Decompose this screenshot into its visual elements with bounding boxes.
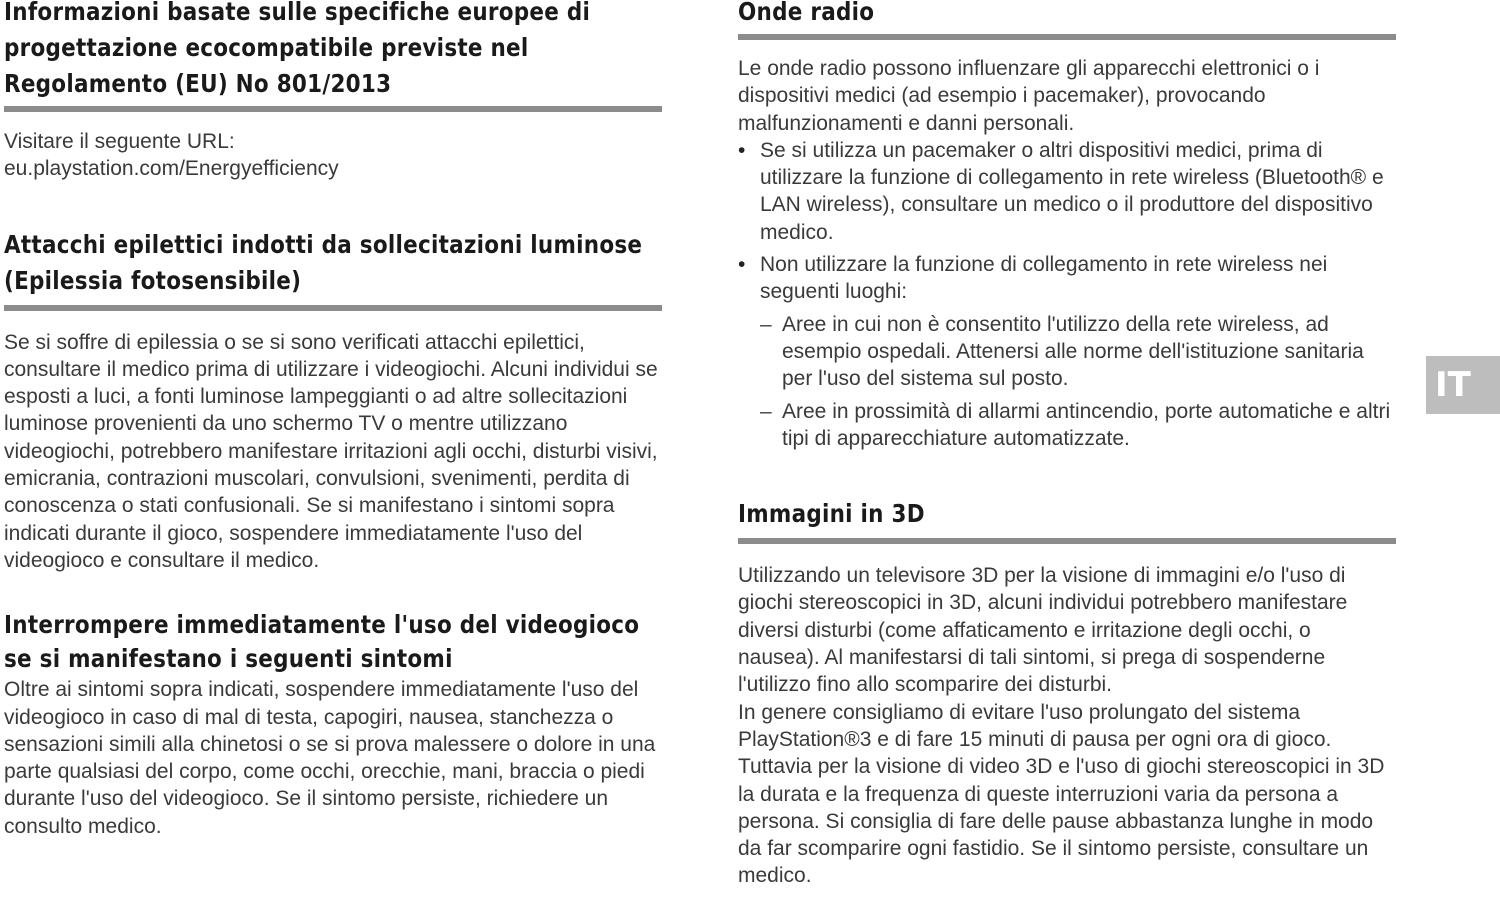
3d-paragraph-1: Utilizzando un televisore 3D per la visione di immagini e/o l'uso di giochi stereoscopici in 3D, alcuni individui potrebbero manifestare diversi disturbi (come affaticamento e irritazione degli occhi, o nausea). Al manifestarsi di tali sintomi, si prega di sospenderne l'utilizzo fino allo scomparire dei disturbi. (738, 564, 1348, 697)
section-photosensitive-epilepsy (4, 227, 662, 575)
dash-list (760, 311, 1396, 452)
section-heading-epilepsy: Attacchi epilettici indotti da sollecitazioni luminose (Epilessia fotosensibile) (4, 229, 643, 295)
section-rule (738, 34, 1396, 40)
stop-use-body: Oltre ai sintomi sopra indicati, sospendere immediatamente l'uso del videogioco in caso di mal di testa, capogiri, nausea, stanchezza o sensazioni simili alla chinetosi o se si prova malessere o dolore in una parte qualsiasi del corpo, come occhi, orecchie, mani, braccia o piedi durante l'uso del videogioco. Se il sintomo persiste, richiedere un consulto medico. (4, 678, 656, 838)
dash-item: – Aree in cui non è consentito l'utilizzo della rete wireless, ad esempio ospedali. Attenersi alle norme dell'istituzione sanitaria per l'uso del sistema sul posto. (760, 311, 1396, 393)
bullet-item: • Se si utilizza un pacemaker o altri dispositivi medici, prima di utilizzare la funzione di collegamento in rete wireless (Bluetooth® e LAN wireless), consultare un medico o il produttore del dispositivo medico. (738, 137, 1396, 246)
url-intro: Visitare il seguente URL: (4, 130, 235, 153)
bullet-item (738, 251, 1396, 452)
section-heading-stop-use: Interrompere immediatamente l'uso del videogioco se si manifestano i seguenti sintomi (4, 610, 640, 674)
section-stop-use (4, 608, 662, 840)
radio-bullet-list (738, 137, 1396, 452)
left-column (4, 0, 662, 840)
epilepsy-body: Se si soffre di epilessia o se si sono verificati attacchi epilettici, consultare il medico prima di utilizzare i videogiochi. Alcuni individui se esposti a luci, a fonti luminose lampeggianti o ad altre sollecitazioni luminose provenienti da uno schermo TV o mentre utilizzano videogiochi, potrebbero manifestare irritazioni agli occhi, disturbi visivi, emicrania, contrazioni muscolari, convulsioni, svenimenti, perdita di conoscenza o stati confusionali. Se si manifestano i sintomi sopra indicati durante il gioco, sospendere immediatamente l'uso del videogioco e consultare il medico. (4, 330, 658, 572)
section-heading-radio-waves: Onde radio (738, 0, 875, 26)
language-tab: IT (1426, 356, 1500, 414)
energy-url: eu.playstation.com/Energyefficiency (4, 157, 339, 181)
right-column (738, 0, 1396, 890)
section-heading-3d-images: Immagini in 3D (738, 499, 925, 529)
section-rule (738, 538, 1396, 544)
section-ecodesign (4, 0, 662, 183)
radio-intro: Le onde radio possono influenzare gli apparecchi elettronici o i dispositivi medici (ad esempio i pacemaker), provocando malfunzionamenti e danni personali. (738, 57, 1320, 135)
section-3d-images (738, 496, 1396, 890)
section-rule (4, 106, 662, 112)
dash-item: – Aree in prossimità di allarmi antincendio, porte automatiche e altri tipi di apparecchiature automatizzate. (760, 398, 1396, 453)
section-radio-waves (738, 0, 1396, 452)
3d-paragraph-2: In genere consigliamo di evitare l'uso prolungato del sistema PlayStation®3 e di fare 15 minuti di pausa per ogni ora di gioco. Tuttavia per la visione di video 3D e l'uso di giochi stereoscopici in 3D la durata e la frequenza di queste interruzioni varia da persona a persona. Si consiglia di fare delle pause abbastanza lunghe in modo da far scomparire ogni fastidio. Se il sintomo persiste, consultare un medico. (738, 700, 1385, 888)
section-heading-ecodesign: Informazioni basate sulle specifiche europee di progettazione ecocompatibile previste nel Regolamento (EU) No 801/2013 (4, 0, 591, 98)
bullet-item-text: Non utilizzare la funzione di collegamento in rete wireless nei seguenti luoghi: (760, 253, 1328, 304)
section-rule (4, 305, 662, 311)
